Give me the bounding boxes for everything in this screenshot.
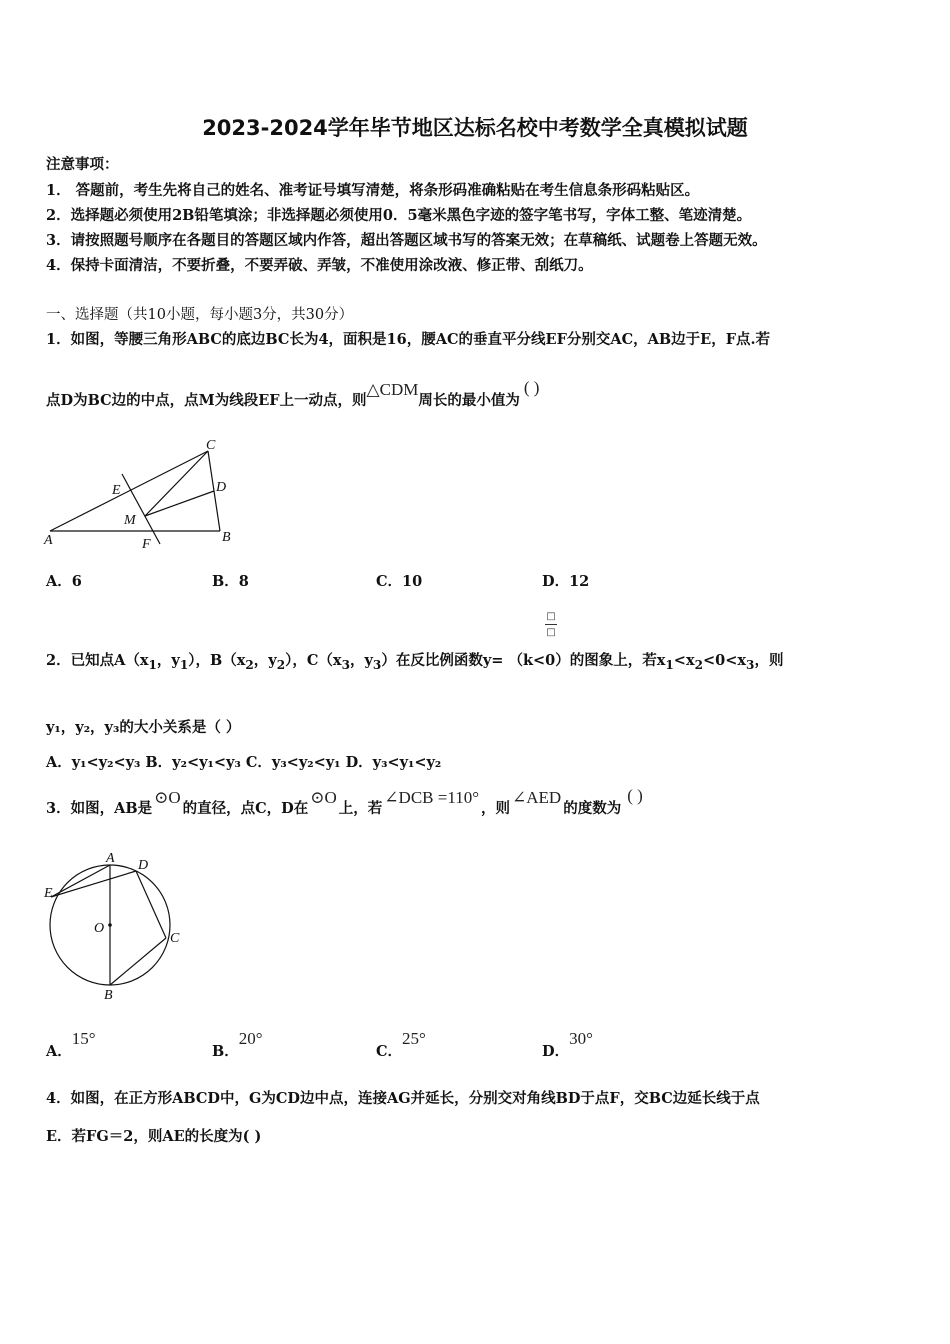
- q2-text-8: <x: [673, 652, 695, 669]
- q1-option-a: A．6: [46, 573, 82, 590]
- q1-line2: [46, 378, 540, 410]
- q1-triangle-cdm: △CDM: [366, 380, 419, 399]
- q2-text-6: ，y: [349, 652, 373, 669]
- q3-label-a: A: [106, 851, 115, 866]
- q2-text-2: ，y: [156, 652, 180, 669]
- q3-text-3: 上，若: [338, 800, 383, 817]
- q3-angle-dcb: ∠DCB =110°: [384, 788, 480, 807]
- q3-option-b-value: 20°: [238, 1029, 263, 1048]
- q2-text-5: ），C（x: [285, 652, 342, 669]
- q2-sub-5: 3: [341, 657, 350, 672]
- q2-sub-9: 3: [746, 657, 755, 672]
- notice-heading: 注意事项：: [46, 156, 119, 173]
- q3-center-point: [108, 923, 112, 927]
- q1-line2-end: 周长的最小值为: [418, 392, 520, 409]
- q3-line: [46, 786, 643, 818]
- q2-text-3: ），B（x: [188, 652, 246, 669]
- q1-label-c: C: [206, 438, 216, 453]
- q3-option-a-value: 15°: [71, 1029, 96, 1048]
- q3-label-o: O: [94, 921, 105, 936]
- q3-circle-figure: [40, 845, 190, 1005]
- q3-option-c-value: 25°: [402, 1029, 426, 1048]
- section-heading: 一、选择题（共10小题，每小题3分，共30分）: [46, 307, 354, 323]
- q2-sub-7: 1: [665, 657, 674, 672]
- q3-option-b-letter: B．: [212, 1043, 239, 1060]
- q3-text-1: 3．如图，AB是: [46, 800, 153, 817]
- q2-text-4: ，y: [253, 652, 277, 669]
- q1-segment-md: [145, 491, 214, 516]
- q2-sub-6: 3: [372, 657, 382, 672]
- q1-segment-cm: [145, 451, 208, 516]
- q2-sub-2: 1: [179, 657, 189, 672]
- q3-option-d-value: 30°: [569, 1029, 593, 1048]
- q3-label-b: B: [104, 988, 113, 1003]
- q3-text-2: 的直径，点C，D在: [182, 800, 309, 817]
- q3-segment-ea: [51, 865, 110, 897]
- q2-text-9: <0<x: [703, 652, 747, 669]
- q3-text-4: ，则: [481, 800, 511, 817]
- q1-label-f: F: [142, 537, 151, 552]
- q3-answer-paren: ( ): [627, 786, 643, 805]
- q3-option-c-letter: C．: [376, 1043, 403, 1060]
- q2-fraction-bar: [545, 624, 557, 625]
- notice-item-4: 4．保持卡面清洁，不要折叠，不要弄破、弄皱，不准使用涂改液、修正带、刮纸刀。: [46, 257, 593, 274]
- q1-label-e: E: [112, 483, 121, 498]
- q3-label-c: C: [170, 931, 180, 946]
- q3-option-d-letter: D．: [542, 1043, 570, 1060]
- q4-line1: 4．如图，在正方形ABCD中，G为CD边中点，连接AG并延长，分别交对角线BD于点F，交BC边延长线于点: [46, 1090, 760, 1107]
- q1-option-b: B．8: [212, 573, 249, 590]
- q2-line2: y₁，y₂，y₃的大小关系是（ ）: [46, 719, 241, 736]
- q2-text-10: ，则: [754, 652, 784, 669]
- q3-angle-aed: ∠AED: [512, 788, 562, 807]
- q3-label-d: D: [138, 858, 149, 873]
- q1-line1: 1．如图，等腰三角形ABC的底边BC长为4，面积是16，腰AC的垂直平分线EF分别交AC，AB边于E，F点.若: [46, 331, 771, 348]
- q2-fraction-numerator: □: [546, 611, 556, 622]
- notice-item-1: 1． 答题前，考生先将自己的姓名、准考证号填写清楚，将条形码准确粘贴在考生信息条形码粘贴区。: [46, 182, 700, 199]
- q3-text-5: 的度数为: [563, 800, 622, 817]
- q3-circle-o-1: ⊙O: [154, 788, 181, 807]
- q1-triangle-figure: [40, 436, 250, 556]
- q3-option-a-letter: A．: [46, 1043, 72, 1060]
- q3-option-a: [46, 1029, 96, 1061]
- q1-option-d: D．12: [542, 573, 590, 590]
- q2-fraction-denominator: □: [546, 627, 556, 638]
- q1-label-b: B: [222, 530, 231, 545]
- q2-options: A．y₁<y₂<y₃ B．y₂<y₁<y₃ C．y₃<y₂<y₁ D．y₃<y₁<y₂: [46, 754, 442, 771]
- q2-sub-1: 1: [148, 657, 157, 672]
- q2-sub-4: 2: [276, 657, 286, 672]
- q1-label-a: A: [44, 533, 53, 548]
- q3-option-c: [376, 1029, 426, 1061]
- q3-label-e: E: [44, 886, 53, 901]
- q2-text-7: ）在反比例函数y= （k<0）的图象上，若x: [381, 652, 666, 669]
- q4-line2: E．若FG＝2，则AE的长度为( ): [46, 1128, 262, 1145]
- q3-circle-o-2: ⊙O: [310, 788, 337, 807]
- q2-sub-8: 2: [694, 657, 703, 672]
- q2-text-1: 2．已知点A（x: [46, 652, 149, 669]
- q1-label-m: M: [124, 513, 136, 528]
- q2-fraction: [545, 610, 557, 639]
- q3-option-d: [542, 1029, 593, 1061]
- q1-option-c: C．10: [376, 573, 423, 590]
- q1-line2-start: 点D为BC边的中点，点M为线段EF上一动点，则: [46, 392, 367, 409]
- q3-option-b: [212, 1029, 263, 1061]
- q2-sub-3: 2: [245, 657, 254, 672]
- page-title: 2023-2024学年毕节地区达标名校中考数学全真模拟试题: [202, 116, 748, 140]
- notice-item-2: 2．选择题必须使用2B铅笔填涂；非选择题必须使用0．5毫米黑色字迹的签字笔书写，字体工整、笔迹清楚。: [46, 207, 752, 224]
- q1-label-d: D: [216, 480, 227, 495]
- notice-item-3: 3．请按照题号顺序在各题目的答题区域内作答，超出答题区域书写的答案无效；在草稿纸、试题卷上答题无效。: [46, 232, 767, 249]
- q3-segment-ed: [51, 871, 136, 897]
- q1-answer-paren: ( ): [523, 378, 540, 397]
- q2-line1: [46, 649, 783, 672]
